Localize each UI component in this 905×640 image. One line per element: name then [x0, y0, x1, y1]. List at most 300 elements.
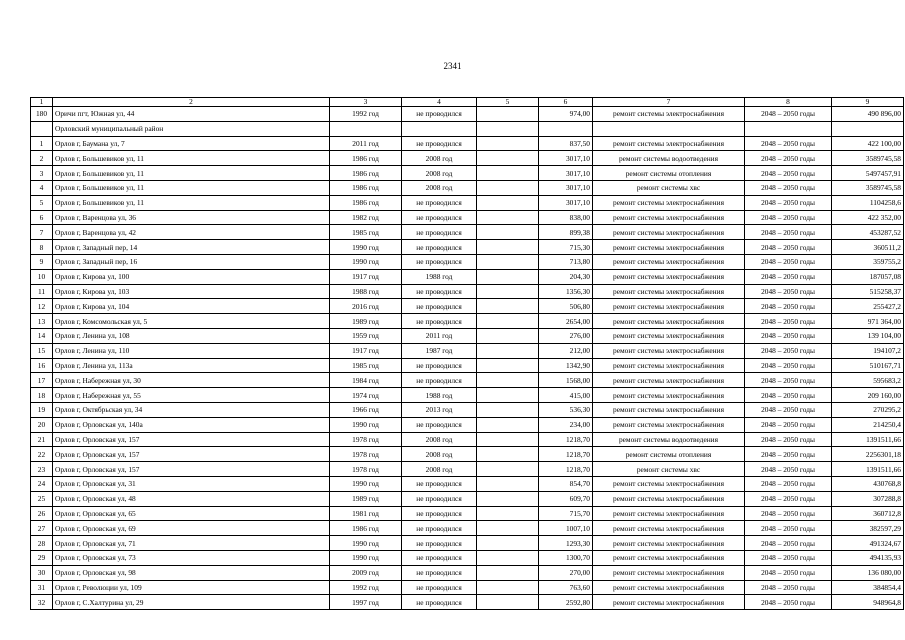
work-type-cell: ремонт системы электроснабжения: [593, 210, 745, 225]
cost-cell: 948964,8: [832, 595, 904, 610]
work-type-cell: ремонт системы электроснабжения: [593, 195, 745, 210]
last-repair-cell: не проводился: [402, 314, 477, 329]
period-cell: 2048 – 2050 годы: [745, 417, 832, 432]
period-cell: 2048 – 2050 годы: [745, 299, 832, 314]
column5-cell: [477, 550, 539, 565]
table-row: [31, 491, 904, 506]
area-cell: 1568,00: [539, 373, 593, 388]
cost-cell: 430768,8: [832, 476, 904, 491]
table-row: [31, 447, 904, 462]
last-repair-cell: 2008 год: [402, 432, 477, 447]
table-row: [31, 462, 904, 477]
work-type-cell: ремонт системы электроснабжения: [593, 506, 745, 521]
area-cell: 1218,70: [539, 462, 593, 477]
last-repair-cell: не проводился: [402, 136, 477, 151]
address-cell: Орлов г, Западный пер, 16: [53, 254, 330, 269]
last-repair-cell: не проводился: [402, 565, 477, 580]
table-row: [31, 506, 904, 521]
build-year-cell: 1966 год: [330, 402, 402, 417]
empty-cell: [539, 121, 593, 136]
last-repair-cell: не проводился: [402, 225, 477, 240]
address-cell: Орлов г, Ленина ул, 108: [53, 328, 330, 343]
period-cell: 2048 – 2050 годы: [745, 521, 832, 536]
area-cell: 1356,30: [539, 284, 593, 299]
build-year-cell: 1986 год: [330, 195, 402, 210]
work-type-cell: ремонт системы электроснабжения: [593, 402, 745, 417]
area-cell: 234,00: [539, 417, 593, 432]
work-type-cell: ремонт системы электроснабжения: [593, 476, 745, 491]
row-number: 28: [31, 536, 53, 551]
row-number: 14: [31, 328, 53, 343]
address-cell: Орлов г, С.Халтурина ул, 29: [53, 595, 330, 610]
area-cell: 837,50: [539, 136, 593, 151]
cost-cell: 360712,8: [832, 506, 904, 521]
last-repair-cell: 1987 год: [402, 343, 477, 358]
column5-cell: [477, 536, 539, 551]
column5-cell: [477, 107, 539, 122]
build-year-cell: 1917 год: [330, 269, 402, 284]
row-number: 26: [31, 506, 53, 521]
row-number: 5: [31, 195, 53, 210]
last-repair-cell: не проводился: [402, 210, 477, 225]
cost-cell: 209 160,00: [832, 388, 904, 403]
row-number: 12: [31, 299, 53, 314]
last-repair-cell: не проводился: [402, 240, 477, 255]
row-number: 20: [31, 417, 53, 432]
table-row: [31, 210, 904, 225]
area-cell: 3017,10: [539, 151, 593, 166]
column5-cell: [477, 195, 539, 210]
table-row: [31, 432, 904, 447]
column5-cell: [477, 595, 539, 610]
work-type-cell: ремонт системы электроснабжения: [593, 343, 745, 358]
cost-cell: 515258,37: [832, 284, 904, 299]
column5-cell: [477, 136, 539, 151]
table-row: [31, 402, 904, 417]
empty-cell: [31, 121, 53, 136]
area-cell: 536,30: [539, 402, 593, 417]
period-cell: 2048 – 2050 годы: [745, 328, 832, 343]
build-year-cell: 1959 год: [330, 328, 402, 343]
period-cell: 2048 – 2050 годы: [745, 565, 832, 580]
period-cell: 2048 – 2050 годы: [745, 210, 832, 225]
column5-cell: [477, 373, 539, 388]
cost-cell: 3589745,58: [832, 180, 904, 195]
last-repair-cell: не проводился: [402, 254, 477, 269]
period-cell: 2048 – 2050 годы: [745, 447, 832, 462]
work-type-cell: ремонт системы электроснабжения: [593, 225, 745, 240]
table-row: [31, 269, 904, 284]
address-cell: Орлов г, Орловская ул, 69: [53, 521, 330, 536]
area-cell: 2654,00: [539, 314, 593, 329]
work-type-cell: ремонт системы электроснабжения: [593, 388, 745, 403]
row-number: 8: [31, 240, 53, 255]
last-repair-cell: 1988 год: [402, 388, 477, 403]
row-number: 22: [31, 447, 53, 462]
address-cell: Орлов г, Революции ул, 109: [53, 580, 330, 595]
area-cell: 763,60: [539, 580, 593, 595]
build-year-cell: 1985 год: [330, 358, 402, 373]
address-cell: Орлов г, Варенцова ул, 36: [53, 210, 330, 225]
column5-cell: [477, 269, 539, 284]
column5-cell: [477, 417, 539, 432]
table-row: [31, 343, 904, 358]
column-number: 1: [31, 98, 53, 107]
cost-cell: 360511,2: [832, 240, 904, 255]
address-cell: Орлов г, Варенцова ул, 42: [53, 225, 330, 240]
build-year-cell: 1978 год: [330, 447, 402, 462]
work-type-cell: ремонт системы электроснабжения: [593, 240, 745, 255]
table-row: [31, 565, 904, 580]
cost-cell: 255427,2: [832, 299, 904, 314]
period-cell: 2048 – 2050 годы: [745, 595, 832, 610]
address-cell: Орлов г, Набережная ул, 55: [53, 388, 330, 403]
column5-cell: [477, 476, 539, 491]
address-cell: Орлов г, Кирова ул, 104: [53, 299, 330, 314]
last-repair-cell: не проводился: [402, 417, 477, 432]
empty-cell: [745, 121, 832, 136]
address-cell: Орлов г, Большевиков ул, 11: [53, 166, 330, 181]
cost-cell: 359755,2: [832, 254, 904, 269]
address-cell: Орлов г, Большевиков ул, 11: [53, 151, 330, 166]
cost-cell: 136 080,00: [832, 565, 904, 580]
row-number: 32: [31, 595, 53, 610]
work-type-cell: ремонт системы электроснабжения: [593, 550, 745, 565]
row-number: 1: [31, 136, 53, 151]
area-cell: 3017,10: [539, 166, 593, 181]
last-repair-cell: 1988 год: [402, 269, 477, 284]
table-row: [31, 373, 904, 388]
work-type-cell: ремонт системы электроснабжения: [593, 417, 745, 432]
work-type-cell: ремонт системы отопления: [593, 166, 745, 181]
column5-cell: [477, 299, 539, 314]
table-row: [31, 328, 904, 343]
work-type-cell: ремонт системы хвс: [593, 180, 745, 195]
cost-cell: 194107,2: [832, 343, 904, 358]
last-repair-cell: не проводился: [402, 373, 477, 388]
work-type-cell: ремонт системы электроснабжения: [593, 269, 745, 284]
period-cell: 2048 – 2050 годы: [745, 180, 832, 195]
column-number: 3: [330, 98, 402, 107]
work-type-cell: ремонт системы электроснабжения: [593, 358, 745, 373]
row-number: 18: [31, 388, 53, 403]
table-body: [31, 98, 904, 610]
row-number: 10: [31, 269, 53, 284]
cost-cell: 3589745,58: [832, 151, 904, 166]
area-cell: 1293,30: [539, 536, 593, 551]
column-number: 7: [593, 98, 745, 107]
area-cell: 1007,10: [539, 521, 593, 536]
address-cell: Орлов г, Орловская ул, 73: [53, 550, 330, 565]
row-number: 16: [31, 358, 53, 373]
last-repair-cell: не проводился: [402, 195, 477, 210]
period-cell: 2048 – 2050 годы: [745, 432, 832, 447]
build-year-cell: 1990 год: [330, 536, 402, 551]
last-repair-cell: не проводился: [402, 536, 477, 551]
table-row: [31, 358, 904, 373]
address-cell: Орлов г, Орловская ул, 157: [53, 447, 330, 462]
area-cell: 506,80: [539, 299, 593, 314]
column5-cell: [477, 506, 539, 521]
row-number: 15: [31, 343, 53, 358]
address-cell: Орлов г, Ленина ул, 113а: [53, 358, 330, 373]
address-cell: Орлов г, Орловская ул, 65: [53, 506, 330, 521]
cost-cell: 453287,52: [832, 225, 904, 240]
table-row: [31, 521, 904, 536]
cost-cell: 270295,2: [832, 402, 904, 417]
address-cell: Орлов г, Кирова ул, 103: [53, 284, 330, 299]
last-repair-cell: не проводился: [402, 580, 477, 595]
work-type-cell: ремонт системы водоотведения: [593, 432, 745, 447]
row-number: 6: [31, 210, 53, 225]
cost-cell: 491324,67: [832, 536, 904, 551]
row-number: 21: [31, 432, 53, 447]
area-cell: 1300,70: [539, 550, 593, 565]
cost-cell: 1391511,66: [832, 462, 904, 477]
cost-cell: 1104258,6: [832, 195, 904, 210]
column5-cell: [477, 402, 539, 417]
area-cell: 715,30: [539, 240, 593, 255]
table-row: [31, 284, 904, 299]
build-year-cell: 1982 год: [330, 210, 402, 225]
address-cell: Орлов г, Комсомольская ул, 5: [53, 314, 330, 329]
column5-cell: [477, 343, 539, 358]
table-row: [31, 536, 904, 551]
row-number: 31: [31, 580, 53, 595]
column-number: 2: [53, 98, 330, 107]
address-cell: Орлов г, Набережная ул, 30: [53, 373, 330, 388]
last-repair-cell: не проводился: [402, 521, 477, 536]
build-year-cell: 1981 год: [330, 506, 402, 521]
address-cell: Орлов г, Западный пер, 14: [53, 240, 330, 255]
period-cell: 2048 – 2050 годы: [745, 373, 832, 388]
area-cell: 899,38: [539, 225, 593, 240]
work-type-cell: ремонт системы электроснабжения: [593, 299, 745, 314]
period-cell: 2048 – 2050 годы: [745, 388, 832, 403]
address-cell: Орлов г, Орловская ул, 157: [53, 432, 330, 447]
cost-cell: 490 896,00: [832, 107, 904, 122]
build-year-cell: 1990 год: [330, 240, 402, 255]
column5-cell: [477, 151, 539, 166]
period-cell: 2048 – 2050 годы: [745, 550, 832, 565]
last-repair-cell: не проводился: [402, 491, 477, 506]
address-cell: Орлов г, Баумана ул, 7: [53, 136, 330, 151]
table-row: [31, 195, 904, 210]
column5-cell: [477, 166, 539, 181]
period-cell: 2048 – 2050 годы: [745, 284, 832, 299]
column5-cell: [477, 180, 539, 195]
last-repair-cell: не проводился: [402, 506, 477, 521]
column-number: 9: [832, 98, 904, 107]
period-cell: 2048 – 2050 годы: [745, 402, 832, 417]
address-cell: Орлов г, Орловская ул, 48: [53, 491, 330, 506]
last-repair-cell: не проводился: [402, 107, 477, 122]
area-cell: 276,00: [539, 328, 593, 343]
work-type-cell: ремонт системы электроснабжения: [593, 595, 745, 610]
build-year-cell: 1990 год: [330, 476, 402, 491]
period-cell: 2048 – 2050 годы: [745, 254, 832, 269]
last-repair-cell: 2008 год: [402, 180, 477, 195]
cost-cell: 971 364,00: [832, 314, 904, 329]
address-cell: Орлов г, Большевиков ул, 11: [53, 195, 330, 210]
area-cell: 3017,10: [539, 195, 593, 210]
section-row: [31, 121, 904, 136]
last-repair-cell: не проводился: [402, 358, 477, 373]
build-year-cell: 2009 год: [330, 565, 402, 580]
build-year-cell: 1986 год: [330, 166, 402, 181]
work-type-cell: ремонт системы электроснабжения: [593, 107, 745, 122]
work-type-cell: ремонт системы электроснабжения: [593, 536, 745, 551]
period-cell: 2048 – 2050 годы: [745, 462, 832, 477]
row-number: 2: [31, 151, 53, 166]
area-cell: 854,70: [539, 476, 593, 491]
cost-cell: 384854,4: [832, 580, 904, 595]
table-row: [31, 136, 904, 151]
last-repair-cell: 2011 год: [402, 328, 477, 343]
address-cell: Орлов г, Орловская ул, 71: [53, 536, 330, 551]
table-row: [31, 550, 904, 565]
row-number: 11: [31, 284, 53, 299]
address-cell: Орлов г, Орловская ул, 157: [53, 462, 330, 477]
period-cell: 2048 – 2050 годы: [745, 580, 832, 595]
last-repair-cell: не проводился: [402, 476, 477, 491]
row-number: 180: [31, 107, 53, 122]
area-cell: 3017,10: [539, 180, 593, 195]
column5-cell: [477, 491, 539, 506]
page-number: 2341: [443, 61, 462, 71]
table-row: [31, 314, 904, 329]
table-row: [31, 299, 904, 314]
work-type-cell: ремонт системы хвс: [593, 462, 745, 477]
column5-cell: [477, 210, 539, 225]
build-year-cell: 1997 год: [330, 595, 402, 610]
address-cell: Орлов г, Большевиков ул, 11: [53, 180, 330, 195]
work-type-cell: ремонт системы электроснабжения: [593, 521, 745, 536]
register-table: [30, 97, 904, 610]
table-row: [31, 254, 904, 269]
table-row: [31, 151, 904, 166]
work-type-cell: ремонт системы электроснабжения: [593, 314, 745, 329]
last-repair-cell: не проводился: [402, 550, 477, 565]
work-type-cell: ремонт системы водоотведения: [593, 151, 745, 166]
build-year-cell: 1986 год: [330, 521, 402, 536]
period-cell: 2048 – 2050 годы: [745, 536, 832, 551]
row-number: 25: [31, 491, 53, 506]
area-cell: 713,80: [539, 254, 593, 269]
row-number: 3: [31, 166, 53, 181]
period-cell: 2048 – 2050 годы: [745, 166, 832, 181]
row-number: 19: [31, 402, 53, 417]
row-number: 4: [31, 180, 53, 195]
column5-cell: [477, 328, 539, 343]
table-row: [31, 240, 904, 255]
area-cell: 415,00: [539, 388, 593, 403]
last-repair-cell: не проводился: [402, 284, 477, 299]
build-year-cell: 1986 год: [330, 180, 402, 195]
area-cell: 204,30: [539, 269, 593, 284]
period-cell: 2048 – 2050 годы: [745, 151, 832, 166]
work-type-cell: ремонт системы электроснабжения: [593, 254, 745, 269]
last-repair-cell: не проводился: [402, 595, 477, 610]
area-cell: 1218,70: [539, 447, 593, 462]
period-cell: 2048 – 2050 годы: [745, 240, 832, 255]
last-repair-cell: 2008 год: [402, 462, 477, 477]
row-number: 7: [31, 225, 53, 240]
cost-cell: 595683,2: [832, 373, 904, 388]
column5-cell: [477, 284, 539, 299]
address-cell: Орлов г, Орловская ул, 31: [53, 476, 330, 491]
empty-cell: [402, 121, 477, 136]
area-cell: 1342,90: [539, 358, 593, 373]
cost-cell: 187057,08: [832, 269, 904, 284]
work-type-cell: ремонт системы электроснабжения: [593, 491, 745, 506]
build-year-cell: 1990 год: [330, 417, 402, 432]
last-repair-cell: 2013 год: [402, 402, 477, 417]
period-cell: 2048 – 2050 годы: [745, 269, 832, 284]
build-year-cell: 1990 год: [330, 254, 402, 269]
column5-cell: [477, 388, 539, 403]
empty-cell: [477, 121, 539, 136]
build-year-cell: 1974 год: [330, 388, 402, 403]
cost-cell: 2256301,18: [832, 447, 904, 462]
column5-cell: [477, 432, 539, 447]
table-row: [31, 166, 904, 181]
column5-cell: [477, 521, 539, 536]
row-number: 13: [31, 314, 53, 329]
build-year-cell: 1986 год: [330, 151, 402, 166]
address-cell: Орлов г, Ленина ул, 110: [53, 343, 330, 358]
work-type-cell: ремонт системы электроснабжения: [593, 580, 745, 595]
period-cell: 2048 – 2050 годы: [745, 491, 832, 506]
column5-cell: [477, 240, 539, 255]
period-cell: 2048 – 2050 годы: [745, 107, 832, 122]
period-cell: 2048 – 2050 годы: [745, 358, 832, 373]
row-number: 23: [31, 462, 53, 477]
address-cell: Оричи пгт, Южная ул, 44: [53, 107, 330, 122]
table-row: [31, 225, 904, 240]
column5-cell: [477, 447, 539, 462]
area-cell: 609,70: [539, 491, 593, 506]
table-row: [31, 595, 904, 610]
area-cell: 1218,70: [539, 432, 593, 447]
area-cell: 270,00: [539, 565, 593, 580]
cost-cell: 5497457,91: [832, 166, 904, 181]
table-row: [31, 417, 904, 432]
column5-cell: [477, 565, 539, 580]
cost-cell: 307288,8: [832, 491, 904, 506]
cost-cell: 1391511,66: [832, 432, 904, 447]
cost-cell: 510167,71: [832, 358, 904, 373]
table-row: [31, 388, 904, 403]
address-cell: Орлов г, Октябрьская ул, 34: [53, 402, 330, 417]
address-cell: Орлов г, Кирова ул, 100: [53, 269, 330, 284]
cost-cell: 382597,29: [832, 521, 904, 536]
build-year-cell: 1989 год: [330, 314, 402, 329]
last-repair-cell: 2008 год: [402, 166, 477, 181]
column-number: 5: [477, 98, 539, 107]
build-year-cell: 1992 год: [330, 580, 402, 595]
column5-cell: [477, 314, 539, 329]
build-year-cell: 2011 год: [330, 136, 402, 151]
period-cell: 2048 – 2050 годы: [745, 506, 832, 521]
table-row: [31, 580, 904, 595]
empty-cell: [832, 121, 904, 136]
address-cell: Орлов г, Орловская ул, 140а: [53, 417, 330, 432]
column5-cell: [477, 358, 539, 373]
build-year-cell: 1978 год: [330, 432, 402, 447]
period-cell: 2048 – 2050 годы: [745, 195, 832, 210]
column-number: 8: [745, 98, 832, 107]
